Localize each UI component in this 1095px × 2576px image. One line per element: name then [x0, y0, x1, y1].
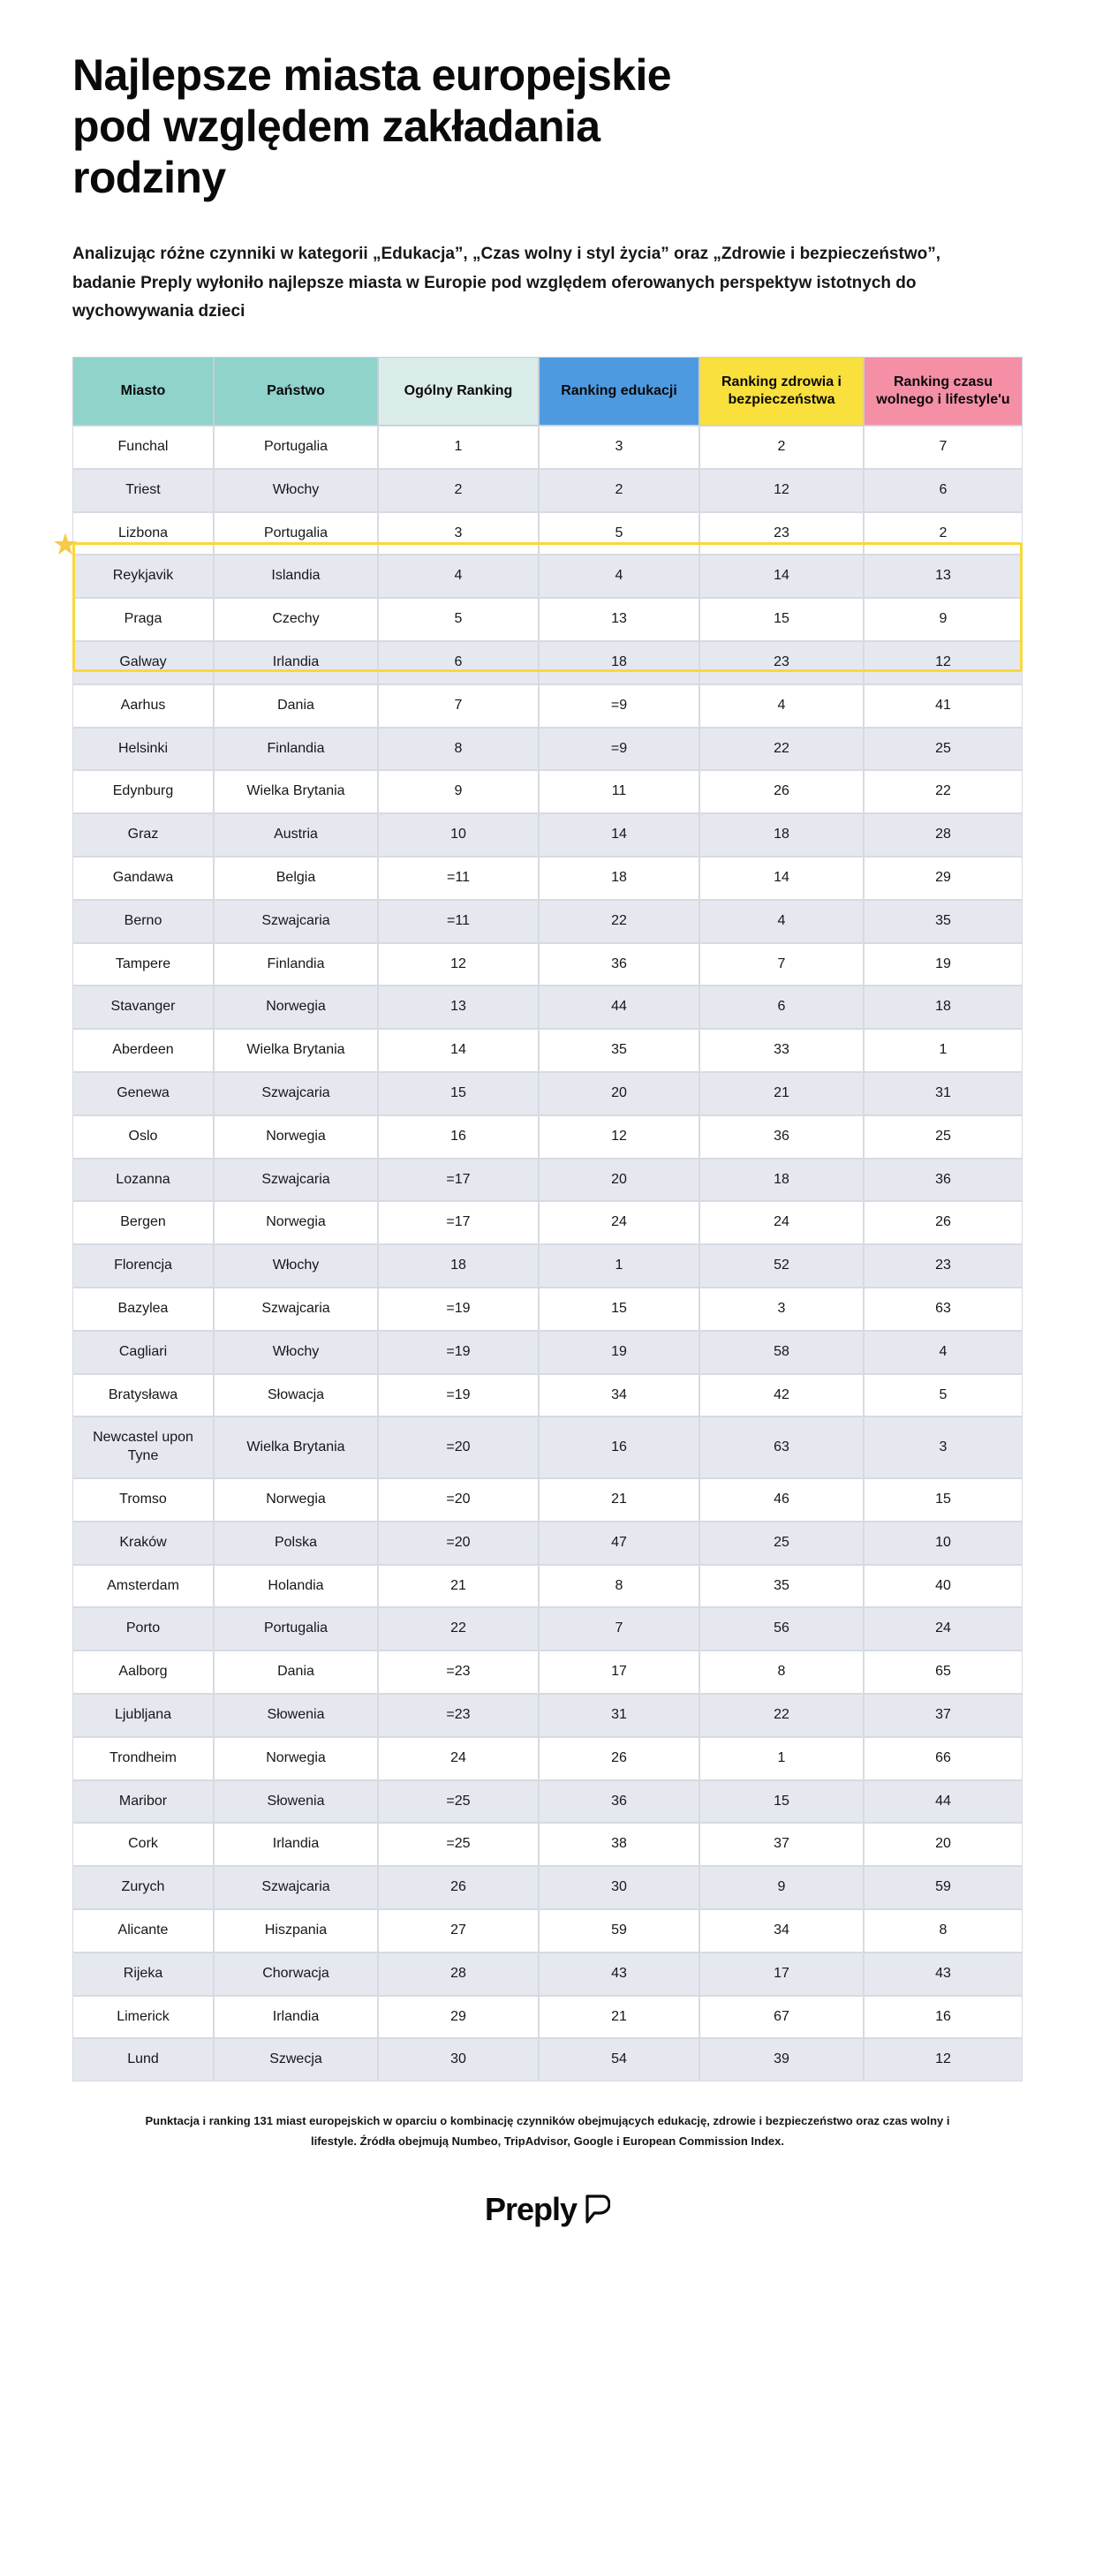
- col-leisure-cell: 36: [864, 1159, 1023, 1202]
- col-health-cell: 35: [699, 1565, 864, 1608]
- col-leisure-cell: 12: [864, 2038, 1023, 2081]
- col-city-cell: Bergen: [72, 1201, 214, 1244]
- table-row: [72, 1953, 1023, 1996]
- col-overall-cell: =25: [378, 1823, 539, 1866]
- col-leisure-cell: 59: [864, 1866, 1023, 1909]
- table-row: [72, 1159, 1023, 1202]
- col-health-cell: 4: [699, 900, 864, 943]
- table-row: [72, 728, 1023, 771]
- col-city-cell: Edynburg: [72, 770, 214, 813]
- col-country-cell: Włochy: [214, 1331, 378, 1374]
- col-overall-cell: =20: [378, 1478, 539, 1522]
- col-education-cell: =9: [539, 728, 699, 771]
- table-row: [72, 1780, 1023, 1824]
- col-city-cell: Reykjavik: [72, 555, 214, 598]
- col-health-cell: 46: [699, 1478, 864, 1522]
- col-education-cell: 2: [539, 469, 699, 512]
- col-education-cell: 47: [539, 1522, 699, 1565]
- col-country-cell: Irlandia: [214, 1823, 378, 1866]
- col-leisure-cell: 2: [864, 512, 1023, 555]
- col-overall-cell: 26: [378, 1866, 539, 1909]
- col-city-cell: Cagliari: [72, 1331, 214, 1374]
- page-title: Najlepsze miasta europejskie pod względem zakładania rodziny: [72, 50, 671, 202]
- table-row: [72, 1478, 1023, 1522]
- table-row: [72, 986, 1023, 1029]
- col-leisure-cell: 9: [864, 598, 1023, 641]
- col-overall-cell: 22: [378, 1607, 539, 1651]
- col-education-cell: 17: [539, 1651, 699, 1694]
- col-health-cell: 21: [699, 1072, 864, 1115]
- col-health-cell: 7: [699, 943, 864, 986]
- col-overall-cell: 10: [378, 813, 539, 857]
- col-education-cell: 59: [539, 1909, 699, 1953]
- col-city-cell: Helsinki: [72, 728, 214, 771]
- table-row: [72, 1374, 1023, 1417]
- col-city-cell: Triest: [72, 469, 214, 512]
- table-row: [72, 1651, 1023, 1694]
- col-overall-cell: 28: [378, 1953, 539, 1996]
- col-leisure-cell: 6: [864, 469, 1023, 512]
- table-row: [72, 1909, 1023, 1953]
- col-education-cell: 3: [539, 426, 699, 469]
- col-city-cell: Kraków: [72, 1522, 214, 1565]
- col-education-cell: 12: [539, 1115, 699, 1159]
- col-health-cell: 2: [699, 426, 864, 469]
- col-leisure-cell: 25: [864, 728, 1023, 771]
- col-health-cell: 3: [699, 1288, 864, 1331]
- col-country-cell: Portugalia: [214, 426, 378, 469]
- col-overall-cell: 3: [378, 512, 539, 555]
- col-leisure-cell: 23: [864, 1244, 1023, 1288]
- col-overall-cell: 6: [378, 641, 539, 684]
- col-health-cell: 15: [699, 1780, 864, 1824]
- col-health-cell: 6: [699, 986, 864, 1029]
- col-overall-cell: 2: [378, 469, 539, 512]
- col-overall-cell: =17: [378, 1159, 539, 1202]
- col-city-cell: Lizbona: [72, 512, 214, 555]
- col-city-cell: Gandawa: [72, 857, 214, 900]
- col-city-cell: Aberdeen: [72, 1029, 214, 1072]
- col-country-cell: Hiszpania: [214, 1909, 378, 1953]
- table-row: [72, 770, 1023, 813]
- col-health-cell: 67: [699, 1996, 864, 2039]
- table-row: [72, 1201, 1023, 1244]
- table-row: [72, 1244, 1023, 1288]
- col-city-cell: Tromso: [72, 1478, 214, 1522]
- col-city-cell: Alicante: [72, 1909, 214, 1953]
- col-city-cell: Stavanger: [72, 986, 214, 1029]
- table-row: [72, 900, 1023, 943]
- table-row: [72, 641, 1023, 684]
- col-health-cell: 37: [699, 1823, 864, 1866]
- col-leisure-cell: 40: [864, 1565, 1023, 1608]
- col-city-cell: Ljubljana: [72, 1694, 214, 1737]
- table-row: [72, 512, 1023, 555]
- col-leisure-cell: 28: [864, 813, 1023, 857]
- col-city-cell: Praga: [72, 598, 214, 641]
- col-leisure-cell: 19: [864, 943, 1023, 986]
- col-country-cell: Czechy: [214, 598, 378, 641]
- table-row: [72, 1694, 1023, 1737]
- table-row: [72, 1072, 1023, 1115]
- table-row: [72, 1996, 1023, 2039]
- col-overall-cell: =23: [378, 1694, 539, 1737]
- table-header-row: [72, 357, 1023, 426]
- col-country-cell: Finlandia: [214, 728, 378, 771]
- col-leisure-cell: 44: [864, 1780, 1023, 1824]
- column-header-city: Miasto: [72, 357, 214, 426]
- col-overall-cell: 18: [378, 1244, 539, 1288]
- table-row: [72, 1823, 1023, 1866]
- col-education-cell: 54: [539, 2038, 699, 2081]
- col-city-cell: Berno: [72, 900, 214, 943]
- col-overall-cell: 8: [378, 728, 539, 771]
- col-leisure-cell: 22: [864, 770, 1023, 813]
- col-city-cell: Porto: [72, 1607, 214, 1651]
- col-country-cell: Holandia: [214, 1565, 378, 1608]
- col-overall-cell: =19: [378, 1288, 539, 1331]
- col-education-cell: 18: [539, 857, 699, 900]
- col-education-cell: 13: [539, 598, 699, 641]
- col-city-cell: Rijeka: [72, 1953, 214, 1996]
- col-country-cell: Wielka Brytania: [214, 1416, 378, 1478]
- column-header-education-ranking: Ranking edukacji: [539, 357, 699, 426]
- col-country-cell: Słowenia: [214, 1694, 378, 1737]
- col-overall-cell: =20: [378, 1522, 539, 1565]
- col-country-cell: Polska: [214, 1522, 378, 1565]
- col-city-cell: Lund: [72, 2038, 214, 2081]
- col-education-cell: 1: [539, 1244, 699, 1288]
- col-leisure-cell: 29: [864, 857, 1023, 900]
- col-city-cell: Galway: [72, 641, 214, 684]
- col-health-cell: 9: [699, 1866, 864, 1909]
- col-city-cell: Funchal: [72, 426, 214, 469]
- table-row: [72, 1737, 1023, 1780]
- table-row: [72, 1029, 1023, 1072]
- table-row: [72, 426, 1023, 469]
- col-country-cell: Wielka Brytania: [214, 770, 378, 813]
- col-education-cell: 36: [539, 1780, 699, 1824]
- col-country-cell: Finlandia: [214, 943, 378, 986]
- col-health-cell: 39: [699, 2038, 864, 2081]
- col-city-cell: Zurych: [72, 1866, 214, 1909]
- column-header-country: Państwo: [214, 357, 378, 426]
- col-health-cell: 42: [699, 1374, 864, 1417]
- col-education-cell: 26: [539, 1737, 699, 1780]
- col-overall-cell: 9: [378, 770, 539, 813]
- col-education-cell: 19: [539, 1331, 699, 1374]
- col-health-cell: 14: [699, 555, 864, 598]
- col-city-cell: Lozanna: [72, 1159, 214, 1202]
- col-education-cell: 15: [539, 1288, 699, 1331]
- col-leisure-cell: 31: [864, 1072, 1023, 1115]
- col-health-cell: 24: [699, 1201, 864, 1244]
- col-leisure-cell: 8: [864, 1909, 1023, 1953]
- col-education-cell: 30: [539, 1866, 699, 1909]
- col-leisure-cell: 10: [864, 1522, 1023, 1565]
- col-country-cell: Norwegia: [214, 1115, 378, 1159]
- col-leisure-cell: 35: [864, 900, 1023, 943]
- col-health-cell: 56: [699, 1607, 864, 1651]
- col-city-cell: Maribor: [72, 1780, 214, 1824]
- ranking-table: [72, 357, 1023, 2081]
- table-row: [72, 857, 1023, 900]
- col-city-cell: Tampere: [72, 943, 214, 986]
- star-icon: ★: [51, 528, 79, 562]
- col-leisure-cell: 5: [864, 1374, 1023, 1417]
- table-row: [72, 469, 1023, 512]
- col-overall-cell: =11: [378, 900, 539, 943]
- table-row: [72, 555, 1023, 598]
- col-health-cell: 18: [699, 1159, 864, 1202]
- col-city-cell: Trondheim: [72, 1737, 214, 1780]
- col-leisure-cell: 65: [864, 1651, 1023, 1694]
- col-country-cell: Irlandia: [214, 1996, 378, 2039]
- col-health-cell: 18: [699, 813, 864, 857]
- col-overall-cell: =19: [378, 1374, 539, 1417]
- footnote: Punktacja i ranking 131 miast europejskich w oparciu o kombinację czynników obejmujących edukację, zdrowie i bezpieczeństwo oraz czas wolny i lifestyle. Źródła obejmują Numbeo, TripAdvisor, Google i European Commission Index.: [145, 2114, 950, 2148]
- col-education-cell: 38: [539, 1823, 699, 1866]
- col-leisure-cell: 3: [864, 1416, 1023, 1478]
- col-education-cell: 36: [539, 943, 699, 986]
- col-leisure-cell: 63: [864, 1288, 1023, 1331]
- col-country-cell: Włochy: [214, 469, 378, 512]
- col-leisure-cell: 26: [864, 1201, 1023, 1244]
- col-overall-cell: =25: [378, 1780, 539, 1824]
- col-city-cell: Genewa: [72, 1072, 214, 1115]
- col-overall-cell: =20: [378, 1416, 539, 1478]
- column-header-overall-ranking: Ogólny Ranking: [378, 357, 539, 426]
- col-overall-cell: 13: [378, 986, 539, 1029]
- col-health-cell: 23: [699, 641, 864, 684]
- col-leisure-cell: 66: [864, 1737, 1023, 1780]
- col-education-cell: 35: [539, 1029, 699, 1072]
- col-education-cell: 8: [539, 1565, 699, 1608]
- column-header-health-ranking: Ranking zdrowia i bezpieczeństwa: [699, 357, 864, 426]
- col-city-cell: Florencja: [72, 1244, 214, 1288]
- col-city-cell: Newcastel upon Tyne: [72, 1416, 214, 1478]
- col-country-cell: Szwajcaria: [214, 1288, 378, 1331]
- col-leisure-cell: 16: [864, 1996, 1023, 2039]
- col-education-cell: 21: [539, 1996, 699, 2039]
- col-health-cell: 26: [699, 770, 864, 813]
- col-health-cell: 8: [699, 1651, 864, 1694]
- col-city-cell: Amsterdam: [72, 1565, 214, 1608]
- col-country-cell: Włochy: [214, 1244, 378, 1288]
- col-leisure-cell: 7: [864, 426, 1023, 469]
- col-health-cell: 12: [699, 469, 864, 512]
- col-country-cell: Słowacja: [214, 1374, 378, 1417]
- table-row: [72, 684, 1023, 728]
- table-row: [72, 1288, 1023, 1331]
- col-city-cell: Aalborg: [72, 1651, 214, 1694]
- table-row: [72, 943, 1023, 986]
- col-overall-cell: 21: [378, 1565, 539, 1608]
- col-leisure-cell: 15: [864, 1478, 1023, 1522]
- col-health-cell: 1: [699, 1737, 864, 1780]
- table-row: [72, 598, 1023, 641]
- col-overall-cell: 30: [378, 2038, 539, 2081]
- col-overall-cell: 12: [378, 943, 539, 986]
- col-country-cell: Austria: [214, 813, 378, 857]
- col-education-cell: 11: [539, 770, 699, 813]
- col-country-cell: Norwegia: [214, 1737, 378, 1780]
- col-city-cell: Bratysława: [72, 1374, 214, 1417]
- col-education-cell: 20: [539, 1159, 699, 1202]
- col-country-cell: Dania: [214, 684, 378, 728]
- col-country-cell: Irlandia: [214, 641, 378, 684]
- col-overall-cell: 7: [378, 684, 539, 728]
- col-leisure-cell: 25: [864, 1115, 1023, 1159]
- col-health-cell: 63: [699, 1416, 864, 1478]
- col-overall-cell: 27: [378, 1909, 539, 1953]
- col-country-cell: Szwajcaria: [214, 1072, 378, 1115]
- table-row: [72, 1331, 1023, 1374]
- col-city-cell: Graz: [72, 813, 214, 857]
- col-country-cell: Dania: [214, 1651, 378, 1694]
- table-row: [72, 1607, 1023, 1651]
- col-leisure-cell: 41: [864, 684, 1023, 728]
- col-leisure-cell: 4: [864, 1331, 1023, 1374]
- col-country-cell: Szwecja: [214, 2038, 378, 2081]
- col-health-cell: 22: [699, 1694, 864, 1737]
- table-row: [72, 813, 1023, 857]
- col-leisure-cell: 43: [864, 1953, 1023, 1996]
- col-health-cell: 15: [699, 598, 864, 641]
- col-overall-cell: 29: [378, 1996, 539, 2039]
- col-country-cell: Belgia: [214, 857, 378, 900]
- col-education-cell: =9: [539, 684, 699, 728]
- col-education-cell: 16: [539, 1416, 699, 1478]
- col-overall-cell: =11: [378, 857, 539, 900]
- col-overall-cell: 1: [378, 426, 539, 469]
- col-health-cell: 14: [699, 857, 864, 900]
- col-health-cell: 17: [699, 1953, 864, 1996]
- col-education-cell: 7: [539, 1607, 699, 1651]
- col-leisure-cell: 12: [864, 641, 1023, 684]
- table-row: [72, 1416, 1023, 1478]
- col-country-cell: Wielka Brytania: [214, 1029, 378, 1072]
- col-education-cell: 20: [539, 1072, 699, 1115]
- col-education-cell: 5: [539, 512, 699, 555]
- col-education-cell: 4: [539, 555, 699, 598]
- table-row: [72, 1565, 1023, 1608]
- col-education-cell: 24: [539, 1201, 699, 1244]
- col-country-cell: Szwajcaria: [214, 1866, 378, 1909]
- col-country-cell: Norwegia: [214, 1478, 378, 1522]
- col-leisure-cell: 13: [864, 555, 1023, 598]
- col-country-cell: Słowenia: [214, 1780, 378, 1824]
- col-leisure-cell: 1: [864, 1029, 1023, 1072]
- col-overall-cell: 5: [378, 598, 539, 641]
- table-row: [72, 1866, 1023, 1909]
- col-health-cell: 52: [699, 1244, 864, 1288]
- col-city-cell: Bazylea: [72, 1288, 214, 1331]
- column-header-leisure-ranking: Ranking czasu wolnego i lifestyle'u: [864, 357, 1023, 426]
- col-country-cell: Portugalia: [214, 512, 378, 555]
- col-leisure-cell: 20: [864, 1823, 1023, 1866]
- col-health-cell: 34: [699, 1909, 864, 1953]
- speech-bubble-icon: [584, 2195, 610, 2225]
- col-country-cell: Norwegia: [214, 986, 378, 1029]
- col-city-cell: Cork: [72, 1823, 214, 1866]
- col-overall-cell: =19: [378, 1331, 539, 1374]
- table-row: [72, 1115, 1023, 1159]
- col-overall-cell: 24: [378, 1737, 539, 1780]
- table-row: [72, 1522, 1023, 1565]
- col-education-cell: 44: [539, 986, 699, 1029]
- col-education-cell: 43: [539, 1953, 699, 1996]
- col-city-cell: Limerick: [72, 1996, 214, 2039]
- brand-logo: [72, 2191, 1023, 2272]
- col-city-cell: Aarhus: [72, 684, 214, 728]
- col-health-cell: 25: [699, 1522, 864, 1565]
- col-overall-cell: 14: [378, 1029, 539, 1072]
- col-health-cell: 58: [699, 1331, 864, 1374]
- col-overall-cell: =23: [378, 1651, 539, 1694]
- col-education-cell: 34: [539, 1374, 699, 1417]
- col-health-cell: 4: [699, 684, 864, 728]
- col-education-cell: 18: [539, 641, 699, 684]
- col-health-cell: 36: [699, 1115, 864, 1159]
- col-country-cell: Norwegia: [214, 1201, 378, 1244]
- col-country-cell: Szwajcaria: [214, 900, 378, 943]
- col-overall-cell: 16: [378, 1115, 539, 1159]
- col-overall-cell: 4: [378, 555, 539, 598]
- col-leisure-cell: 18: [864, 986, 1023, 1029]
- col-overall-cell: =17: [378, 1201, 539, 1244]
- table-row: [72, 2038, 1023, 2081]
- col-country-cell: Szwajcaria: [214, 1159, 378, 1202]
- col-education-cell: 21: [539, 1478, 699, 1522]
- col-education-cell: 31: [539, 1694, 699, 1737]
- col-education-cell: 14: [539, 813, 699, 857]
- col-health-cell: 33: [699, 1029, 864, 1072]
- ranking-table-body: [72, 426, 1023, 2081]
- col-leisure-cell: 24: [864, 1607, 1023, 1651]
- col-leisure-cell: 37: [864, 1694, 1023, 1737]
- col-city-cell: Oslo: [72, 1115, 214, 1159]
- col-education-cell: 22: [539, 900, 699, 943]
- brand-name: Preply: [484, 2190, 578, 2227]
- col-health-cell: 22: [699, 728, 864, 771]
- col-country-cell: Chorwacja: [214, 1953, 378, 1996]
- col-overall-cell: 15: [378, 1072, 539, 1115]
- page-subtitle: Analizując różne czynniki w kategorii „Edukacja”, „Czas wolny i styl życia” oraz „Zdrowie i bezpieczeństwo”, badanie Preply wyłoniło najlepsze miasta w Europie pod względem oferowanych perspektyw istotnych do wychowywania dzieci: [72, 245, 940, 321]
- col-country-cell: Portugalia: [214, 1607, 378, 1651]
- col-country-cell: Islandia: [214, 555, 378, 598]
- col-health-cell: 23: [699, 512, 864, 555]
